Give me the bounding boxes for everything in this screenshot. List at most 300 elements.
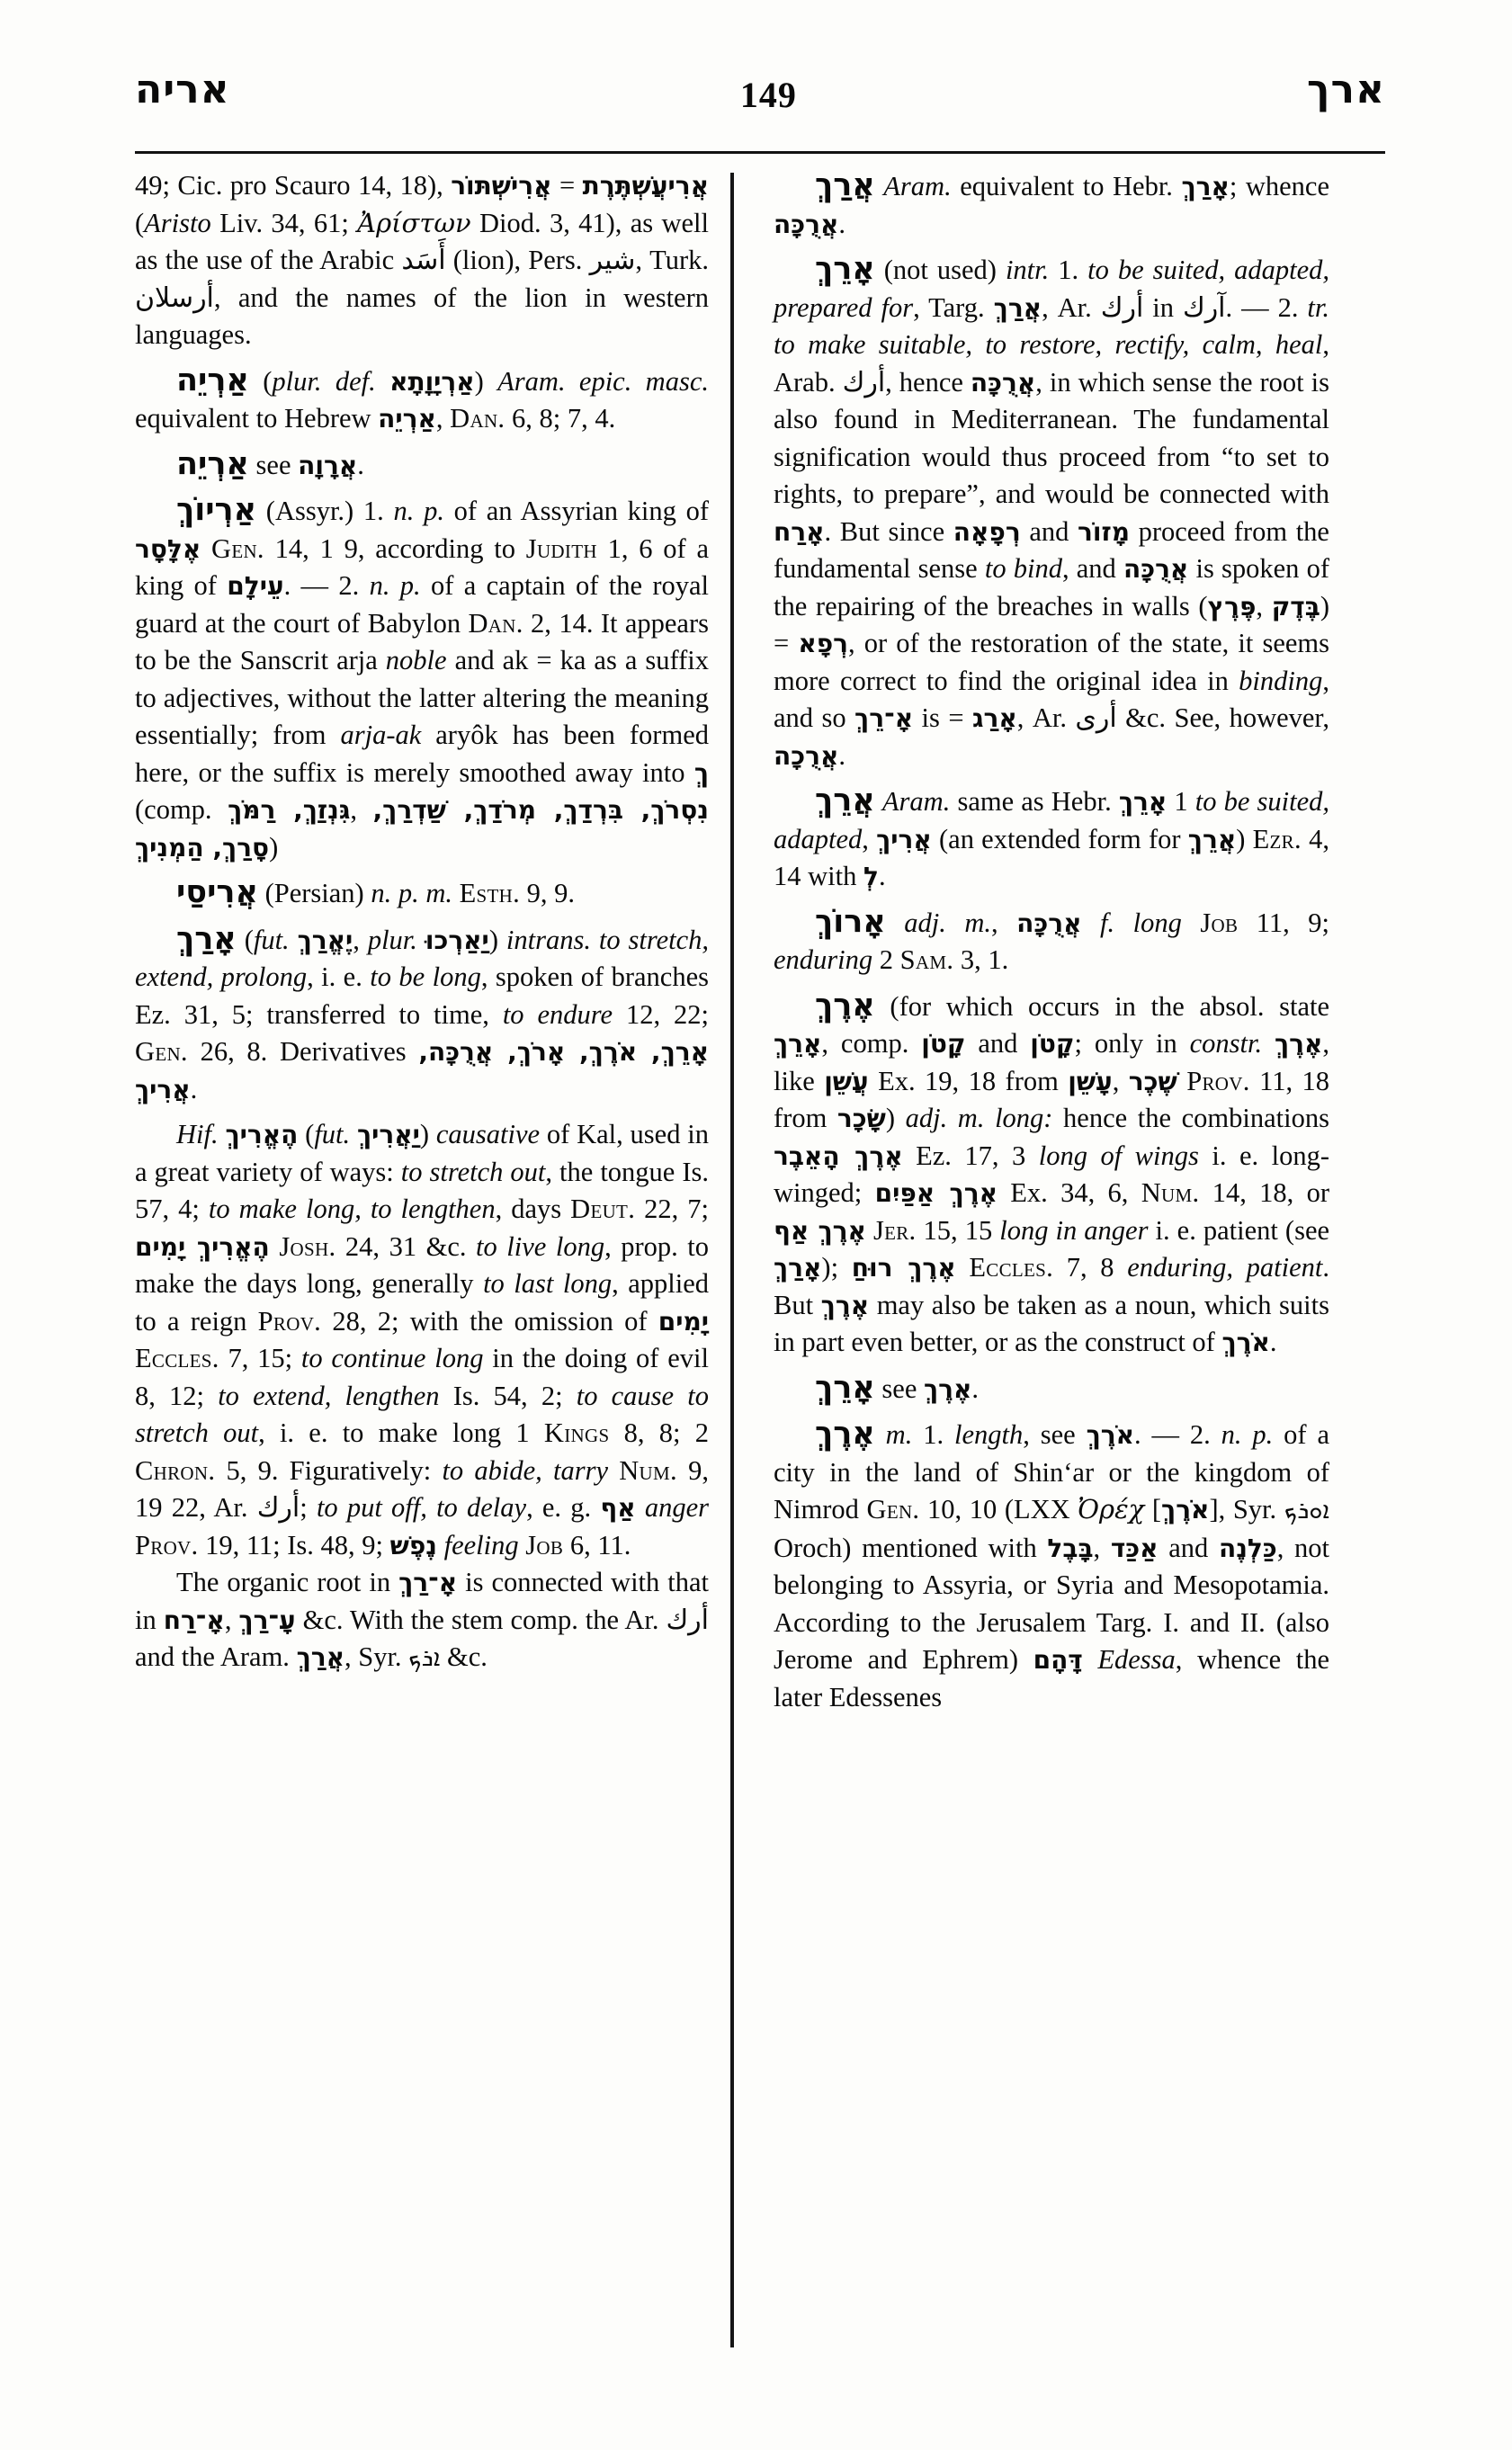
hebrew-word: אָרַךְ — [774, 1253, 822, 1283]
text-run: (an extended form for — [931, 823, 1188, 854]
hebrew-word: רְפָא — [798, 629, 849, 658]
entry-paragraph-arok-adj — [774, 904, 1329, 979]
text-run — [1083, 1644, 1098, 1675]
hebrew-word: אָרֵךְ — [1118, 787, 1168, 817]
text-run — [608, 1455, 619, 1486]
text-run — [956, 1252, 970, 1283]
text-run: ], Syr. — [1209, 1494, 1284, 1525]
hebrew-word: יַאַרְכוּ — [425, 925, 489, 955]
reference-abbrev: Gen. — [135, 1036, 188, 1067]
text-run: 5, 9. Figuratively: — [215, 1454, 443, 1486]
text-run: 28, 2; with the omission of — [321, 1305, 658, 1337]
text-run: ( — [135, 207, 145, 238]
hebrew-word: בֶּדֶק — [1271, 591, 1320, 621]
text-run: . — 2. — [1134, 1419, 1221, 1450]
text-run: , Turk. — [635, 245, 709, 275]
hebrew-word: אָרַח — [774, 516, 825, 547]
text-run: 1 — [1167, 786, 1195, 817]
text-run: 49; Cic. pro Scauro 14, 18), — [135, 170, 452, 201]
italic-run: fut. — [253, 924, 298, 955]
syriac-word: ܐܘܪܟ — [1284, 1497, 1329, 1525]
text-run: . — [971, 1373, 980, 1404]
italic-run: to continue long — [300, 1343, 484, 1373]
entry-headword: אַרְיוֹךְ — [176, 492, 257, 528]
entry-paragraph-aryok — [135, 492, 709, 866]
text-run — [875, 171, 884, 201]
italic-run: long in anger — [999, 1214, 1149, 1246]
text-run: Oroch) mentioned with — [774, 1532, 1048, 1563]
text-run: 9, 19 22, Ar. — [135, 1454, 710, 1523]
hebrew-word: בָּבֶל — [1047, 1533, 1094, 1563]
italic-run: adj. m. — [904, 907, 992, 938]
text-run — [201, 533, 211, 564]
text-run: , comp. — [821, 1028, 922, 1059]
text-run: . — [838, 739, 845, 771]
italic-run: n. p. — [393, 496, 444, 526]
text-run: ( — [248, 365, 273, 397]
entry-paragraph-erek-length — [774, 1416, 1329, 1716]
hebrew-word: אַף — [600, 1493, 636, 1523]
hebrew-word: אֶרֶךְ הָאֵבֶר — [774, 1140, 903, 1171]
header-rule — [135, 151, 1385, 154]
hebrew-word: אֲרֻכָה — [774, 740, 839, 771]
italic-run: Hif. — [176, 1119, 219, 1149]
hebrew-word: אֲרֻכָּה — [1123, 554, 1189, 584]
text-run: , e. g. — [526, 1492, 601, 1523]
text-run: , — [353, 924, 368, 955]
greek-word: Ἀρίστων — [357, 207, 471, 238]
text-run: aryôk has been formed here, or the suffix is merely smoothed away into — [135, 720, 709, 788]
text-run: . — [1269, 1327, 1277, 1357]
text-run: 3, 1. — [953, 944, 1009, 975]
text-run: , not belonging to Assyria, or Syria and Mesopotamia. According to the Jerusalem Targ. I. and II. (also Jerome and Ephrem) — [774, 1532, 1329, 1675]
text-run — [636, 1492, 645, 1523]
reference-abbrev: Num. — [619, 1454, 677, 1486]
entry-headword: אַרְיֵה — [176, 362, 249, 398]
text-run: , see — [1023, 1419, 1087, 1450]
entry-paragraph-arak-notused — [774, 251, 1329, 774]
hebrew-word: שֶׁכֶר — [1128, 1066, 1177, 1096]
text-run — [1182, 908, 1201, 938]
text-run: is = — [913, 702, 972, 733]
text-run: ( — [298, 1119, 315, 1149]
hebrew-word: אֲרִיךְ — [876, 824, 932, 854]
arabic-word: أَسَد — [401, 245, 446, 276]
italic-run: anger — [644, 1492, 710, 1523]
right-column — [734, 167, 1329, 2353]
text-run: , — [991, 907, 1017, 938]
text-run: (not used) — [874, 255, 1006, 285]
text-run: , in which sense the root is also found in Mediterranean. The fundamental signification would thus proceed from “to set to rights, to prepare”, and would be connected with — [774, 366, 1329, 509]
text-run: same as Hebr. — [950, 786, 1119, 817]
text-run: , — [1112, 1065, 1129, 1096]
italic-run: to extend, lengthen — [218, 1380, 440, 1411]
hebrew-word: אָ־רַח — [163, 1605, 225, 1635]
hebrew-word: קָטֹן — [1030, 1029, 1075, 1059]
hebrew-word: עֵילָם — [227, 571, 284, 601]
text-run: . — [357, 449, 364, 480]
italic-run: to cause to stretch out — [135, 1380, 709, 1448]
text-run — [452, 878, 460, 908]
reference-abbrev: Prov. — [1186, 1065, 1250, 1096]
text-run: 11, 9; — [1238, 907, 1330, 938]
text-run: 12, 22; — [613, 998, 709, 1030]
hebrew-word: אֲרֵךְ — [1187, 824, 1237, 854]
text-run: 11, 18 from — [774, 1065, 1330, 1133]
text-run: i. e. long-winged; — [774, 1140, 1329, 1208]
italic-run: length — [953, 1419, 1024, 1450]
italic-run: intrans. to stretch, extend, prolong — [135, 924, 710, 992]
text-run: Ex. 34, 6, — [997, 1177, 1141, 1208]
entry-paragraph-erek-constr — [774, 988, 1329, 1362]
hebrew-word: הֶאֱרִיךְ — [225, 1120, 299, 1149]
text-run: may also be taken as a noun, which suits in part even better, or as the construct of — [774, 1289, 1329, 1357]
text-run: . — [190, 1073, 198, 1104]
hebrew-word: אַרְיֵה — [378, 404, 436, 434]
text-run: (Assyr.) 1. — [256, 496, 394, 526]
reference-abbrev: Eccles. — [135, 1343, 219, 1373]
text-run: (for which occurs in the absol. state — [874, 990, 1329, 1022]
text-run: see — [874, 1373, 924, 1404]
entry-headword: אֲרַךְ — [815, 167, 875, 203]
text-run — [875, 1419, 886, 1450]
italic-run: to last long — [483, 1268, 613, 1299]
hebrew-word: אֲרִישְׁתּוֹר — [451, 171, 552, 201]
text-run: ( — [236, 924, 254, 955]
hebrew-word: אֹרֶךְ — [1086, 1420, 1134, 1450]
text-run: , hence — [885, 366, 971, 398]
text-run: equivalent to Hebrew — [135, 403, 379, 434]
text-run: ; — [300, 1492, 317, 1523]
text-run — [270, 1231, 280, 1262]
hebrew-word: אַרְיָוָתָא — [389, 366, 475, 397]
text-run: = — [551, 170, 583, 201]
text-run: see — [248, 449, 299, 480]
reference-abbrev: Chron. — [135, 1454, 216, 1486]
italic-run: Edessa — [1097, 1644, 1176, 1675]
column-container — [135, 167, 1387, 2353]
text-run: Ex. 19, 18 from — [868, 1065, 1069, 1096]
text-run: (comp. — [135, 794, 228, 825]
text-run: 2 — [872, 944, 900, 975]
hebrew-word: מָזוֹר — [1078, 516, 1130, 547]
text-run: i. e. patient (see — [1148, 1214, 1330, 1246]
text-run: , spoken of branches Ez. 31, 5; transferred to time, — [135, 961, 709, 1030]
text-run: , and — [1061, 553, 1123, 584]
text-run: , — [435, 403, 451, 434]
text-run: 7, 15; — [219, 1343, 301, 1373]
text-run — [875, 786, 882, 817]
italic-run: feeling — [443, 1529, 519, 1560]
entry-paragraph-erek-see — [774, 1370, 1329, 1408]
hebrew-word: אֶרֶךְ אַף — [774, 1215, 866, 1246]
italic-run: enduring — [774, 944, 873, 975]
text-run: 26, 8. Derivatives — [187, 1036, 419, 1067]
hebrew-word: אָרֵךְ, אֹרֶךְ, אָרֹךְ, אֲרֻכָּה, אֲרִיךְ — [135, 1037, 709, 1104]
reference-abbrev: Sam. — [899, 944, 954, 975]
hebrew-word: אֲרֻכָּה — [970, 367, 1036, 398]
hebrew-word: שָׂכָר — [837, 1104, 886, 1133]
text-run: &c. With the stem comp. the Ar. — [295, 1604, 667, 1635]
italic-run: constr. — [1189, 1028, 1263, 1059]
text-run: . But since — [824, 515, 953, 547]
running-head-right-hebrew: ארך — [1307, 67, 1385, 112]
italic-run: tr. to make suitable, to restore, rectify, calm, heal — [774, 291, 1330, 360]
hebrew-word: קָטֹן — [921, 1029, 966, 1059]
text-run: ; whence — [1229, 171, 1329, 201]
italic-run: intr. — [1005, 255, 1050, 285]
text-run — [1082, 908, 1101, 938]
italic-run: arja-ak — [340, 720, 422, 750]
text-run: , Syr. — [344, 1641, 409, 1672]
arabic-word: آرك — [1182, 291, 1226, 324]
text-run: of Kal, used in a great variety of ways: — [135, 1119, 710, 1187]
text-run: . — [838, 208, 845, 239]
text-run: , i. e. to make long 1 — [258, 1417, 544, 1448]
italic-run: to make long, to lengthen — [208, 1194, 496, 1224]
text-run: , whence the later Edessenes — [774, 1644, 1329, 1712]
text-run: of a captain of the royal guard at the court of Babylon — [135, 570, 710, 639]
italic-run: long of wings — [1038, 1140, 1199, 1171]
syriac-word: ܐܪܟ — [408, 1644, 441, 1672]
text-run: ) — [488, 924, 506, 955]
entry-headword: אָרַךְ — [176, 920, 237, 957]
text-run: 2, 14. It appears to be the Sanscrit arja — [135, 607, 709, 675]
italic-run: Aram. epic. masc. — [497, 365, 709, 397]
italic-run: to live long — [476, 1230, 605, 1262]
text-run: in the doing of evil 8, 12; — [135, 1343, 709, 1411]
hebrew-word: גִּנְזַךְ, רַמֹּךְ — [228, 795, 351, 825]
text-run: , and the names of the lion in western languages. — [135, 282, 709, 350]
italic-run: plur. — [367, 924, 425, 955]
text-run: &c. — [440, 1641, 488, 1672]
text-run: [ — [1144, 1494, 1162, 1525]
text-run: 15, 15 — [916, 1214, 1000, 1246]
text-run: , Targ. — [913, 291, 994, 323]
text-run: , — [1256, 590, 1272, 621]
text-run: 6, 11. — [563, 1529, 631, 1560]
hebrew-word: אֶרֶךְ אַפַּיִם — [874, 1178, 998, 1208]
entry-headword: אֶרֶךְ — [815, 987, 875, 1024]
reference-abbrev: Gen. — [211, 532, 264, 564]
text-run: , — [1093, 1532, 1111, 1563]
arabic-word: أرك — [1100, 291, 1144, 324]
hebrew-word: נֶפֶשׁ — [389, 1530, 437, 1560]
text-run — [437, 1530, 444, 1560]
text-run: , or of the restoration of the state, it seems more correct to find the original idea in — [774, 628, 1329, 696]
text-run: , — [224, 1604, 239, 1635]
text-run: (lion), Pers. — [445, 245, 590, 275]
running-head-left-hebrew: אריה — [135, 67, 230, 112]
reference-abbrev: Job — [525, 1529, 564, 1560]
text-run: ) — [885, 1103, 906, 1133]
entry-paragraph-arisai — [135, 874, 709, 913]
italic-run: binding — [1239, 665, 1323, 696]
entry-headword: אָרוֹךְ — [815, 903, 886, 940]
italic-run: Aristo — [144, 207, 211, 238]
text-run: . — 2. — [283, 570, 370, 601]
arabic-word: أرك — [666, 1604, 710, 1636]
hebrew-word: יָמִים — [658, 1306, 709, 1337]
text-run: &c. See, however, — [1116, 702, 1329, 733]
hebrew-word: עֲשֵׁן — [824, 1066, 869, 1096]
italic-run: fut. — [314, 1119, 357, 1149]
text-run: . — [878, 861, 886, 891]
italic-run: to stretch out — [400, 1156, 546, 1187]
running-head — [135, 67, 1385, 133]
italic-run: f. long — [1100, 907, 1182, 938]
hebrew-word: אֶלָּסָר — [135, 533, 201, 564]
hebrew-word: אֲרֻכָּה — [774, 209, 839, 239]
hebrew-word: יֶאֱרַךְ — [297, 925, 353, 955]
hebrew-word: לְ — [863, 862, 879, 891]
hebrew-word: אֶרֶךְ — [820, 1290, 870, 1320]
text-run: proceed from the fundamental sense — [774, 515, 1329, 584]
italic-run: n. p. — [369, 570, 421, 601]
text-run: , the tongue Is. 57, 4; — [135, 1156, 709, 1224]
hebrew-word: אֲרָוָה — [298, 450, 358, 480]
text-run: , prop. to make the days long, generally — [135, 1230, 710, 1299]
text-run: ) = — [774, 590, 1330, 658]
hebrew-word: דָּהָם — [1033, 1645, 1083, 1675]
text-run: 6, 8; 7, 4. — [505, 403, 616, 434]
text-run: , like — [774, 1028, 1330, 1096]
text-run: , days — [495, 1194, 571, 1224]
italic-run: to abide, tarry — [442, 1454, 608, 1486]
italic-run: to be suited, adapted, prepared for — [774, 255, 1329, 323]
text-run: , — [350, 794, 373, 825]
italic-run: to bind — [984, 553, 1062, 584]
text-run: 22, 7; — [635, 1194, 709, 1224]
italic-run: m. — [885, 1419, 913, 1450]
entry-paragraph-cont-arishur — [135, 167, 709, 354]
hebrew-word: נִסְרֹךְ, בִּרְדַךְ, מְרֹדַךְ, שַׁדְרַךְ, סָרַךְ, הַמְנִיךְ — [135, 795, 709, 863]
hebrew-word: אָרַג — [971, 703, 1017, 733]
hebrew-word: כַּלְנֶה — [1218, 1533, 1277, 1563]
text-run: Ez. 17, 3 — [902, 1140, 1039, 1171]
text-run: in — [1143, 291, 1183, 323]
reference-abbrev: Prov. — [135, 1529, 199, 1560]
text-run: 7, 8 — [1053, 1252, 1128, 1283]
greek-word: Ὀρέχ — [1078, 1494, 1145, 1525]
entry-paragraph-arak-verb — [135, 921, 709, 1109]
hebrew-word: אָ־רַךְ — [398, 1568, 458, 1597]
italic-run: Aram. — [883, 171, 952, 201]
entry-headword: אַרְיֵה — [176, 445, 249, 482]
arabic-word: أرك — [842, 366, 886, 398]
entry-paragraph-hifil — [135, 1116, 709, 1564]
hebrew-word: יַאֲרִיךְ — [356, 1120, 420, 1149]
italic-run: Aram. — [881, 786, 951, 817]
reference-abbrev: Jer. — [872, 1214, 917, 1246]
reference-abbrev: Eccles. — [969, 1252, 1054, 1283]
italic-run: n. p. m. — [371, 878, 452, 908]
text-run — [886, 908, 905, 938]
entry-paragraph-aryeh-aram — [135, 362, 709, 438]
hebrew-word: אֲרַךְ — [296, 1642, 344, 1672]
italic-run: noble — [385, 645, 447, 675]
arabic-word: أرك — [256, 1492, 300, 1524]
hebrew-word: עָשֵׁן — [1068, 1066, 1113, 1096]
hebrew-word: רְפָאָה — [953, 516, 1021, 547]
text-run: (Persian) — [257, 878, 371, 908]
reference-abbrev: Num. — [1141, 1177, 1200, 1208]
italic-run: enduring, patient — [1127, 1252, 1323, 1283]
reference-abbrev: Esth. — [459, 878, 521, 908]
text-run: 1, 6 of a king of — [135, 532, 710, 601]
text-run: is spoken of the repairing of the breaches in walls ( — [774, 553, 1329, 621]
text-run: ) — [269, 831, 279, 863]
hebrew-word: אֶרֶךְ רוּחַ — [851, 1253, 956, 1283]
reference-abbrev: Deut. — [570, 1194, 636, 1224]
hebrew-word: אֲרִיעֲשְׁתֶּרֶת — [582, 171, 709, 201]
hebrew-word: אֶרֶךְ — [923, 1373, 972, 1404]
reference-abbrev: Gen. — [866, 1494, 920, 1525]
entry-headword: אָרֵךְ — [815, 1369, 875, 1406]
text-run: , — [862, 823, 877, 854]
entry-paragraph-organic-root — [135, 1564, 709, 1677]
entry-headword: אֶרֶךְ — [815, 1416, 875, 1452]
text-run: 14, 18, or — [1199, 1177, 1329, 1208]
text-run: 8, 8; 2 — [609, 1417, 709, 1448]
text-run: 10, 10 (LXX — [919, 1494, 1078, 1525]
italic-run: adj. m. long: — [905, 1103, 1053, 1133]
italic-run: to endure — [502, 998, 613, 1030]
arabic-word: أرى — [1075, 702, 1117, 734]
text-run: , and so — [774, 665, 1329, 733]
text-run: and — [1158, 1532, 1219, 1563]
text-run: , i. e. — [307, 961, 371, 992]
italic-run: causative — [435, 1119, 541, 1149]
left-column — [135, 167, 730, 2353]
hebrew-word: ךְ — [693, 757, 709, 788]
reference-abbrev: Ezr. — [1252, 823, 1302, 854]
reference-abbrev: Judith — [525, 532, 597, 564]
text-run: ) — [419, 1119, 436, 1149]
hebrew-word: עָ־רַךְ — [238, 1605, 296, 1635]
text-run: 19, 11; Is. 48, 9; — [198, 1529, 390, 1560]
entry-headword: אֲרֵךְ — [815, 782, 875, 818]
italic-run: to be long — [370, 961, 481, 992]
text-run: equivalent to Hebr. — [951, 171, 1182, 201]
text-run: 4, 14 with — [774, 823, 1330, 891]
text-run: ) — [1236, 823, 1253, 854]
text-run: of a city in the land of Shin‘ar or the kingdom of Nimrod — [774, 1419, 1330, 1525]
hebrew-word: אֲרֻכָּה — [1016, 908, 1082, 938]
reference-abbrev: Josh. — [279, 1230, 336, 1262]
hebrew-word: אָ־רֵךְ — [854, 703, 914, 733]
reference-abbrev: Prov. — [257, 1305, 322, 1337]
text-run: 24, 31 &c. — [336, 1230, 477, 1262]
reference-abbrev: Dan. — [450, 403, 505, 434]
italic-run: to be suited, adapted — [774, 786, 1330, 854]
text-run: 9, 9. — [520, 878, 576, 908]
entry-paragraph-aryeh-see — [135, 446, 709, 485]
text-run: , applied to a reign — [135, 1268, 709, 1337]
hebrew-word: אָרַךְ — [1181, 172, 1230, 201]
text-run: Is. 54, 2; — [439, 1380, 577, 1411]
text-run — [866, 1215, 873, 1246]
hebrew-word: אֲרַךְ — [993, 292, 1042, 323]
entry-headword: אֲרִיסַי — [176, 874, 258, 910]
text-run: The organic root in — [176, 1567, 399, 1597]
text-run: ) — [474, 365, 498, 397]
reference-abbrev: Job — [1200, 907, 1239, 938]
entry-headword: אָרֵךְ — [815, 251, 875, 287]
text-run: , Ar. — [1042, 291, 1101, 323]
hebrew-word: אֹרֶךְ — [1221, 1328, 1270, 1357]
text-run: 1. — [1049, 255, 1088, 285]
